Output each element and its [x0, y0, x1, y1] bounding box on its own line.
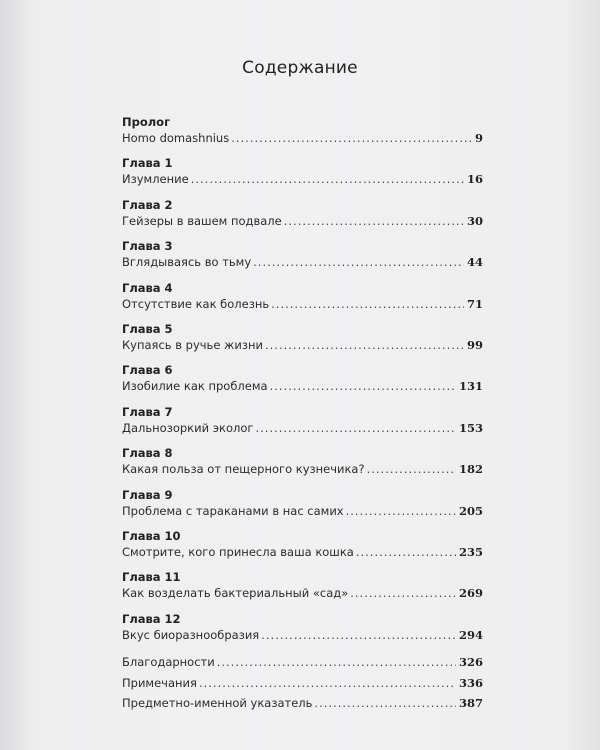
page-number: 294 — [458, 627, 483, 642]
dot-leader — [265, 337, 464, 354]
toc-section — [122, 155, 483, 188]
dot-leader — [284, 213, 464, 230]
chapter-title: Изобилие как проблема — [122, 379, 268, 394]
page-number: 182 — [458, 462, 483, 477]
page-number: 153 — [458, 420, 483, 435]
dot-leader — [231, 130, 472, 147]
toc-section — [122, 404, 483, 437]
chapter-label: Глава 3 — [122, 239, 173, 254]
dot-leader — [261, 627, 456, 644]
chapter-title: Дальнозоркий эколог — [122, 420, 254, 435]
toc-entry — [122, 130, 483, 147]
chapter-label: Глава 8 — [122, 446, 173, 461]
page-number: 44 — [466, 255, 483, 270]
chapter-label: Пролог — [122, 115, 171, 129]
dot-leader — [199, 673, 456, 694]
page-number: 71 — [466, 296, 483, 311]
toc-section — [122, 528, 483, 561]
back-matter — [122, 652, 483, 714]
chapter-label: Глава 10 — [122, 528, 181, 543]
chapter-label: Глава 1 — [122, 156, 173, 171]
chapter-label: Глава 2 — [122, 197, 173, 212]
dot-leader — [255, 420, 456, 437]
chapter-label: Глава 5 — [122, 321, 173, 336]
dot-leader — [191, 171, 464, 188]
chapter-label: Глава 6 — [122, 363, 173, 378]
chapter-label: Глава 11 — [122, 570, 181, 585]
chapter-title: Смотрите, кого принесла ваша кошка — [122, 544, 354, 559]
page-number: 205 — [458, 503, 483, 518]
toc-section — [122, 280, 483, 313]
page-number: 30 — [466, 213, 483, 228]
toc-entry — [122, 296, 483, 313]
dot-leader — [356, 544, 456, 561]
toc-entry — [122, 503, 483, 520]
dot-leader — [346, 503, 456, 520]
table-of-contents — [122, 114, 483, 714]
page-number: 387 — [458, 696, 483, 711]
page-number: 131 — [458, 379, 483, 394]
dot-leader — [270, 378, 456, 395]
page-title: Содержание — [242, 58, 358, 78]
toc-entry — [122, 544, 483, 561]
back-matter-title: Благодарности — [122, 655, 215, 670]
chapter-title: Изумление — [122, 172, 189, 187]
page-number: 99 — [466, 337, 483, 352]
chapter-label: Глава 12 — [122, 611, 181, 626]
dot-leader — [314, 693, 456, 714]
chapter-title: Гейзеры в вашем подвале — [122, 213, 282, 228]
chapter-title: Как возделать бактериальный «сад» — [122, 586, 349, 601]
toc-section — [122, 114, 483, 147]
toc-section — [122, 445, 483, 478]
toc-entry — [122, 693, 483, 714]
page-number: 16 — [466, 172, 483, 187]
chapter-title: Вкус биоразнообразия — [122, 627, 260, 642]
toc-entry — [122, 337, 483, 354]
toc-entry — [122, 171, 483, 188]
back-matter-title: Примечания — [122, 675, 197, 690]
toc-section — [122, 487, 483, 520]
dot-leader — [253, 254, 464, 271]
chapter-title: Какая польза от пещерного кузнечика? — [122, 462, 365, 477]
chapter-title: Проблема с тараканами в нас самих — [122, 503, 344, 518]
dot-leader — [350, 585, 456, 602]
chapter-title: Отсутствие как болезнь — [122, 296, 270, 311]
chapter-title: Вглядываясь во тьму — [122, 255, 252, 270]
dot-leader — [271, 296, 464, 313]
chapter-title: Homo domashnius — [122, 131, 230, 145]
page-number: 269 — [458, 586, 483, 601]
toc-section — [122, 238, 483, 271]
page-number: 336 — [458, 675, 483, 690]
toc-entry — [122, 254, 483, 271]
toc-entry — [122, 461, 483, 478]
chapter-title: Купаясь в ручье жизни — [122, 337, 263, 352]
chapter-label: Глава 7 — [122, 404, 173, 419]
page-number: 326 — [458, 655, 483, 670]
toc-section — [122, 321, 483, 354]
toc-entry — [122, 627, 483, 644]
toc-entry — [122, 420, 483, 437]
page-number: 9 — [474, 131, 483, 145]
page-number: 235 — [458, 544, 483, 559]
chapter-label: Глава 9 — [122, 487, 173, 502]
toc-entry — [122, 378, 483, 395]
back-matter-title: Предметно-именной указатель — [122, 696, 313, 711]
dot-leader — [367, 461, 456, 478]
toc-entry — [122, 673, 483, 694]
dot-leader — [217, 652, 456, 673]
toc-entry — [122, 213, 483, 230]
toc-section — [122, 611, 483, 644]
toc-section — [122, 197, 483, 230]
toc-entry — [122, 652, 483, 673]
chapter-label: Глава 4 — [122, 280, 173, 295]
toc-section — [122, 569, 483, 602]
toc-entry — [122, 585, 483, 602]
toc-section — [122, 362, 483, 395]
